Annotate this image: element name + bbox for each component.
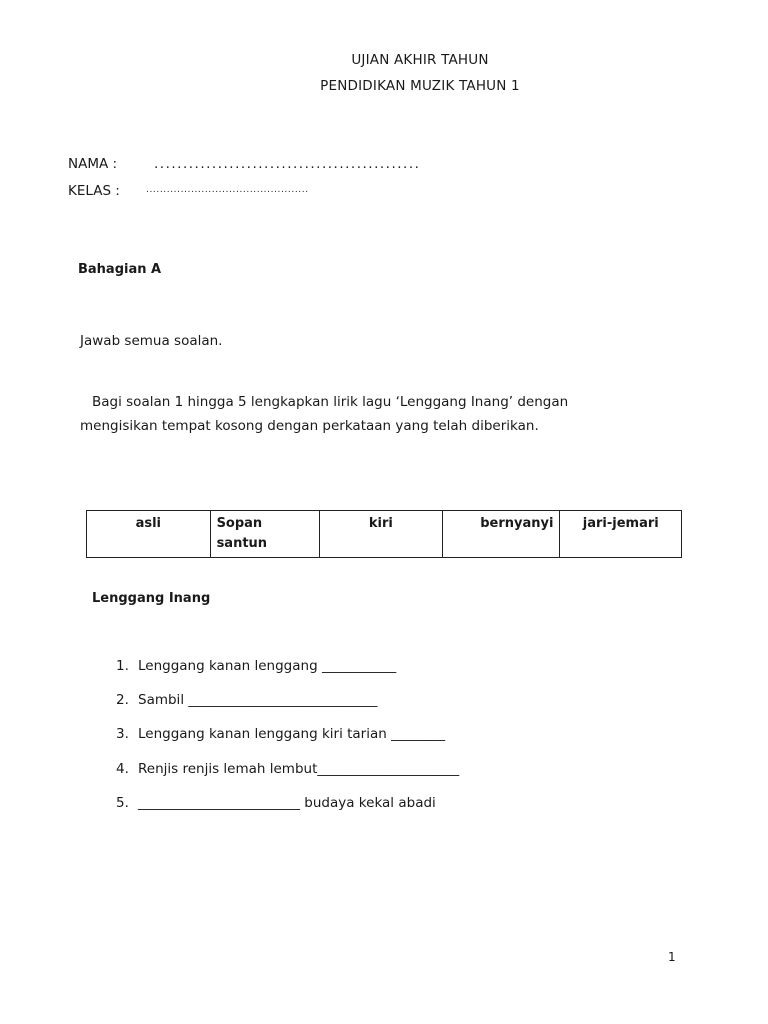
- song-item-1[interactable]: [116, 658, 396, 674]
- item-number: 3.: [116, 726, 129, 742]
- song-item-4[interactable]: [116, 761, 459, 777]
- item-text: Renjis renjis lemah lembut_____________________: [138, 761, 460, 777]
- word-bernyanyi: bernyanyi: [443, 511, 560, 558]
- word-sopan-santun: [210, 511, 319, 558]
- song-item-2[interactable]: [116, 692, 377, 708]
- word-santun: santun: [216, 536, 268, 551]
- directions-line-1: Bagi soalan 1 hingga 5 lengkapkan lirik lagu ‘Lenggang Inang’ dengan: [92, 394, 569, 410]
- item-number: 5.: [116, 795, 129, 811]
- item-text: ________________________ budaya kekal abadi: [138, 795, 436, 811]
- item-number: 4.: [116, 761, 129, 777]
- word-sopan: Sopan: [216, 516, 263, 531]
- kelas-field[interactable]: ...............................................: [146, 185, 309, 195]
- nama-field[interactable]: ..............................................: [154, 156, 421, 172]
- nama-label: NAMA :: [68, 156, 118, 172]
- item-number: 2.: [116, 692, 129, 708]
- word-jari-jemari: jari-jemari: [560, 511, 682, 558]
- song-item-5[interactable]: [116, 795, 436, 811]
- section-heading: Bahagian A: [78, 262, 162, 277]
- item-text: Sambil ____________________________: [138, 692, 378, 708]
- song-item-3[interactable]: [116, 726, 445, 742]
- item-number: 1.: [116, 658, 129, 674]
- kelas-label: KELAS :: [68, 183, 120, 199]
- item-text: Lenggang kanan lenggang ___________: [138, 658, 397, 674]
- page-number: 1: [668, 950, 676, 964]
- word-bank-table: [86, 510, 682, 558]
- word-asli: asli: [87, 511, 211, 558]
- directions-line-2: mengisikan tempat kosong dengan perkataan yang telah diberikan.: [80, 418, 539, 434]
- exam-subtitle: PENDIDIKAN MUZIK TAHUN 1: [320, 78, 520, 94]
- exam-title: UJIAN AKHIR TAHUN: [351, 52, 489, 68]
- word-kiri: kiri: [319, 511, 443, 558]
- instruction: Jawab semua soalan.: [80, 333, 223, 349]
- item-text: Lenggang kanan lenggang kiri tarian ________: [138, 726, 446, 742]
- song-title: Lenggang Inang: [92, 591, 211, 606]
